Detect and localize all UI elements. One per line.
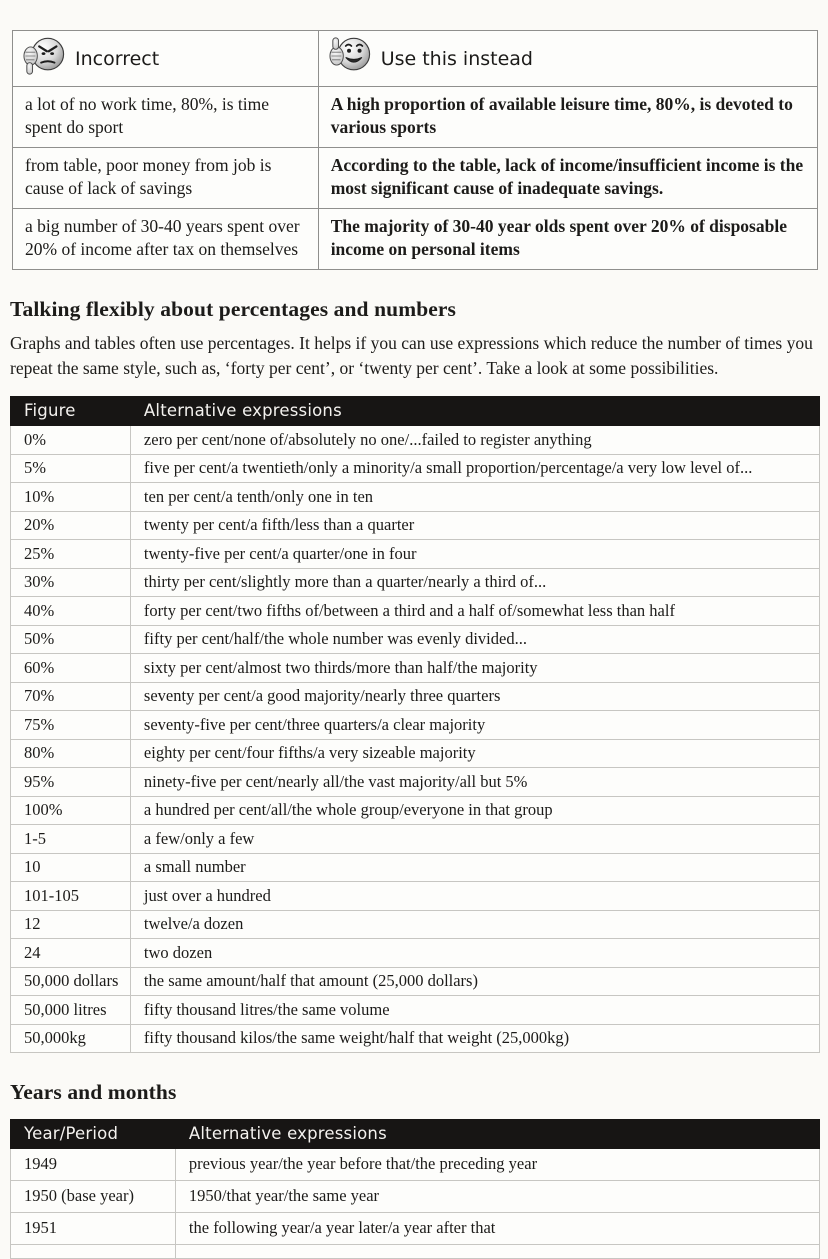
- figure-row: [11, 796, 820, 825]
- figure-row: [11, 739, 820, 768]
- incorrect-vs-correct-table: [12, 30, 818, 270]
- figure-row: [11, 939, 820, 968]
- figure-row: [11, 825, 820, 854]
- year-row: [11, 1213, 820, 1245]
- expression-cell: five per cent/a twentieth/only a minority/a small proportion/percentage/a very low level of...: [130, 454, 819, 483]
- guidance-row: [13, 148, 818, 209]
- figure-row: [11, 454, 820, 483]
- figure-cell: 1-5: [11, 825, 131, 854]
- expression-cell: seventy per cent/a good majority/nearly three quarters: [130, 682, 819, 711]
- empty-cell: [175, 1245, 819, 1259]
- expression-cell: the following year/a year later/a year after that: [175, 1213, 819, 1245]
- figures-header-row: [11, 397, 820, 426]
- figure-cell: 12: [11, 910, 131, 939]
- year-row: [11, 1181, 820, 1213]
- figure-row: [11, 910, 820, 939]
- figure-row: [11, 426, 820, 455]
- figure-cell: 50,000 dollars: [11, 967, 131, 996]
- year-row: [11, 1149, 820, 1181]
- year-cell: 1949: [11, 1149, 176, 1181]
- expression-cell: fifty per cent/half/the whole number was evenly divided...: [130, 625, 819, 654]
- figure-cell: 50,000kg: [11, 1024, 131, 1053]
- expression-cell: seventy-five per cent/three quarters/a clear majority: [130, 711, 819, 740]
- year-cell: 1951: [11, 1213, 176, 1245]
- figure-row: [11, 654, 820, 683]
- expression-cell: fifty thousand kilos/the same weight/half that weight (25,000kg): [130, 1024, 819, 1053]
- expression-cell: a hundred per cent/all/the whole group/everyone in that group: [130, 796, 819, 825]
- incorrect-example-cell: from table, poor money from job is cause of lack of savings: [13, 148, 319, 209]
- expression-cell: twenty per cent/a fifth/less than a quarter: [130, 511, 819, 540]
- figure-cell: 80%: [11, 739, 131, 768]
- years-section-heading: Years and months: [10, 1080, 177, 1104]
- figure-row: [11, 996, 820, 1025]
- percentages-section-heading: Talking flexibly about percentages and numbers: [10, 297, 457, 321]
- expression-cell: the same amount/half that amount (25,000 dollars): [130, 967, 819, 996]
- figure-cell: 25%: [11, 540, 131, 569]
- empty-cell: [11, 1245, 176, 1259]
- figure-cell: 60%: [11, 654, 131, 683]
- expression-cell: forty per cent/two fifths of/between a third and a half of/somewhat less than half: [130, 597, 819, 626]
- expression-cell: twenty-five per cent/a quarter/one in four: [130, 540, 819, 569]
- figure-row: [11, 682, 820, 711]
- expression-cell: previous year/the year before that/the preceding year: [175, 1149, 819, 1181]
- expression-cell: fifty thousand litres/the same volume: [130, 996, 819, 1025]
- expression-cell: twelve/a dozen: [130, 910, 819, 939]
- expression-cell: ninety-five per cent/nearly all/the vast majority/all but 5%: [130, 768, 819, 797]
- expression-cell: sixty per cent/almost two thirds/more than half/the majority: [130, 654, 819, 683]
- figure-cell: 95%: [11, 768, 131, 797]
- expression-cell: just over a hundred: [130, 882, 819, 911]
- scanned-document-page: [0, 30, 828, 1237]
- figure-cell: 101-105: [11, 882, 131, 911]
- guidance-row: [13, 209, 818, 270]
- figure-row: [11, 568, 820, 597]
- guidance-row: [13, 87, 818, 148]
- figure-cell: 70%: [11, 682, 131, 711]
- figure-row: [11, 625, 820, 654]
- figure-row: [11, 768, 820, 797]
- figure-cell: 50%: [11, 625, 131, 654]
- alternative-expressions-column-header: Alternative expressions: [175, 1120, 819, 1149]
- use-this-instead-header-label: Use this instead: [380, 47, 533, 70]
- year-cell: 1950 (base year): [11, 1181, 176, 1213]
- corrected-example-cell: According to the table, lack of income/insufficient income is the most significant cause of inadequate savings.: [318, 148, 817, 209]
- guidance-header-row: [13, 31, 818, 87]
- figure-cell: 20%: [11, 511, 131, 540]
- figure-cell: 40%: [11, 597, 131, 626]
- figure-row: [11, 711, 820, 740]
- figure-row: [11, 597, 820, 626]
- figures-table: [10, 396, 820, 1053]
- figure-row: [11, 853, 820, 882]
- expression-cell: 1950/that year/the same year: [175, 1181, 819, 1213]
- figure-cell: 24: [11, 939, 131, 968]
- expression-cell: a few/only a few: [130, 825, 819, 854]
- figure-row: [11, 967, 820, 996]
- expression-cell: zero per cent/none of/absolutely no one/...failed to register anything: [130, 426, 819, 455]
- cut-off-empty-row: [11, 1245, 820, 1259]
- figure-cell: 50,000 litres: [11, 996, 131, 1025]
- figure-cell: 5%: [11, 454, 131, 483]
- incorrect-example-cell: a lot of no work time, 80%, is time spent do sport: [13, 87, 319, 148]
- figure-row: [11, 540, 820, 569]
- year-period-column-header: Year/Period: [11, 1120, 176, 1149]
- figure-cell: 100%: [11, 796, 131, 825]
- expression-cell: thirty per cent/slightly more than a quarter/nearly a third of...: [130, 568, 819, 597]
- incorrect-header-cell: [13, 31, 319, 87]
- percentages-intro-paragraph: Graphs and tables often use percentages. It helps if you can use expressions which reduce the number of times you repeat the same style, such as, ‘forty per cent’, or ‘twenty per cent’. Take a look at some possibilities.: [10, 333, 813, 378]
- thumbs-up-smiley-face-icon: [329, 35, 371, 82]
- alternative-expressions-column-header: Alternative expressions: [130, 397, 819, 426]
- expression-cell: eighty per cent/four fifths/a very sizeable majority: [130, 739, 819, 768]
- use-this-instead-header-cell: [318, 31, 817, 87]
- thumbs-down-angry-face-icon: [23, 35, 65, 82]
- figure-cell: 75%: [11, 711, 131, 740]
- figure-row: [11, 483, 820, 512]
- figure-cell: 10: [11, 853, 131, 882]
- corrected-example-cell: The majority of 30-40 year olds spent over 20% of disposable income on personal items: [318, 209, 817, 270]
- figure-row: [11, 882, 820, 911]
- expression-cell: ten per cent/a tenth/only one in ten: [130, 483, 819, 512]
- figure-column-header: Figure: [11, 397, 131, 426]
- figure-row: [11, 1024, 820, 1053]
- incorrect-header-label: Incorrect: [75, 47, 160, 70]
- expression-cell: two dozen: [130, 939, 819, 968]
- figure-cell: 30%: [11, 568, 131, 597]
- expression-cell: a small number: [130, 853, 819, 882]
- corrected-example-cell: A high proportion of available leisure time, 80%, is devoted to various sports: [318, 87, 817, 148]
- years-header-row: [11, 1120, 820, 1149]
- figure-cell: 10%: [11, 483, 131, 512]
- incorrect-example-cell: a big number of 30-40 years spent over 20% of income after tax on themselves: [13, 209, 319, 270]
- figure-row: [11, 511, 820, 540]
- years-table: [10, 1119, 820, 1259]
- figure-cell: 0%: [11, 426, 131, 455]
